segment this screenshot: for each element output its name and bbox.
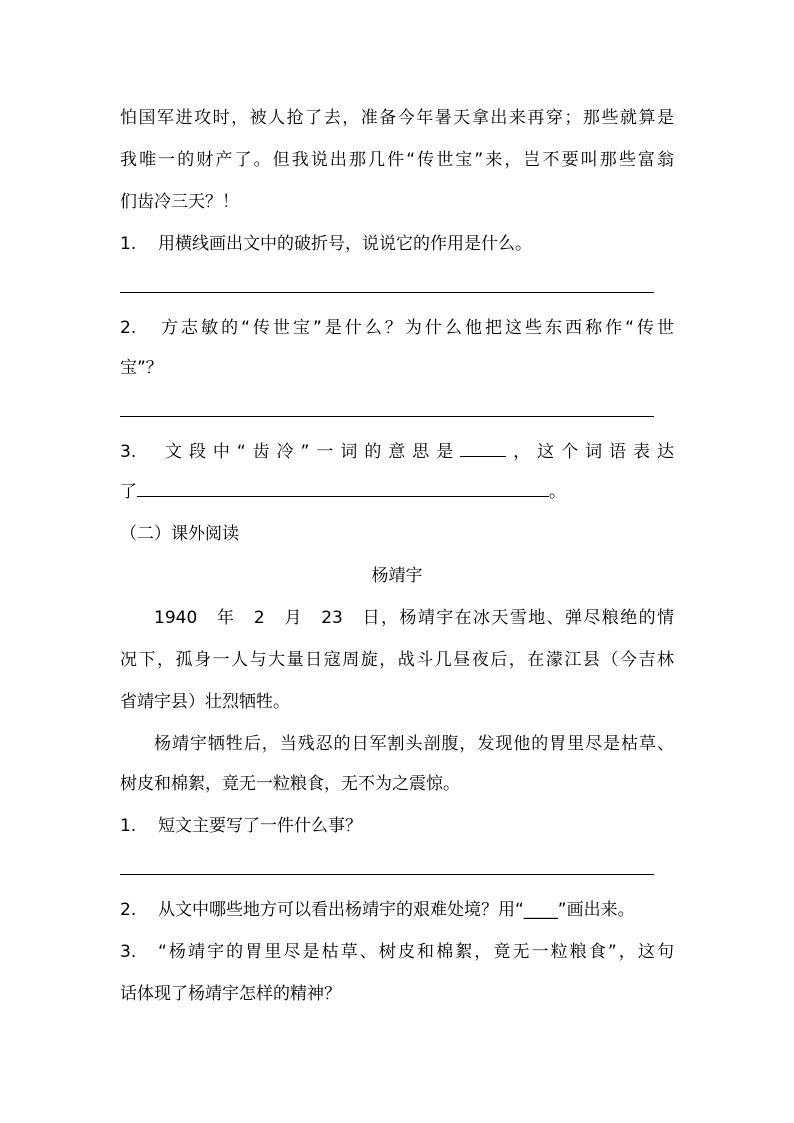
question-text: “杨靖宇的胃里尽是枯草、树皮和棉絮，竟无一粒粮食”，这句	[158, 942, 674, 962]
article-line: 1940 年 2 月 23 日，杨靖宇在冰天雪地、弹尽粮绝的情	[154, 608, 674, 628]
article-line: 杨靖宇牺牲后，当残忍的日军割头剖腹，发现他的胃里尽是枯草、	[154, 734, 674, 754]
question-b1	[120, 814, 674, 838]
question-number: 2.	[120, 900, 137, 920]
question-a1	[120, 232, 674, 256]
passage-line: 怕国军进攻时，被人抢了去，准备今年暑天拿出来再穿；那些就算是	[120, 108, 674, 128]
answer-line[interactable]	[120, 292, 654, 293]
answer-line[interactable]	[120, 416, 654, 417]
question-number: 1.	[120, 816, 137, 836]
article-line: 况下，孤身一人与大量日寇周旋，战斗几昼夜后，在濛江县（今吉林	[120, 650, 674, 670]
article-line: 省靖宇县）壮烈牺牲。	[120, 692, 290, 712]
question-number: 3.	[120, 942, 137, 962]
question-text: 短文主要写了一件什么事？	[158, 816, 362, 836]
question-text: 。	[549, 482, 566, 502]
question-number: 3.	[120, 442, 137, 462]
question-a3	[120, 440, 674, 464]
question-text: 用横线画出文中的破折号，说说它的作用是什么。	[158, 234, 532, 254]
article-title: 杨靖宇	[371, 566, 423, 586]
question-text: 文段中“齿冷”一词的意思是	[158, 442, 461, 462]
fill-blank[interactable]	[460, 442, 506, 457]
answer-line[interactable]	[120, 874, 654, 875]
question-number: 2.	[120, 318, 137, 338]
article-line: 树皮和棉絮，竟无一粒粮食，无不为之震惊。	[120, 774, 460, 794]
question-a2	[120, 316, 674, 340]
section-heading: （二）课外阅读	[120, 524, 239, 544]
passage-line: 们齿冷三天？！	[120, 192, 239, 212]
question-text: ，这个词语表达	[506, 442, 674, 462]
question-text: 了	[120, 482, 137, 502]
question-text: 从文中哪些地方可以看出杨靖宇的艰难处境？用“____”画出来。	[158, 900, 635, 920]
passage-line: 我唯一的财产了。但我说出那几件“传世宝”来，岂不要叫那些富翁	[120, 150, 674, 170]
question-a3-cont	[120, 480, 674, 504]
question-text: 方志敏的“传世宝”是什么？为什么他把这些东西称作“传世	[158, 318, 674, 338]
question-b2	[120, 898, 674, 922]
question-a2-cont: 宝”？	[120, 358, 163, 378]
question-b3-cont: 话体现了杨靖宇怎样的精神？	[120, 984, 341, 1004]
question-number: 1.	[120, 234, 137, 254]
fill-blank[interactable]	[137, 482, 549, 497]
question-b3	[120, 940, 674, 964]
